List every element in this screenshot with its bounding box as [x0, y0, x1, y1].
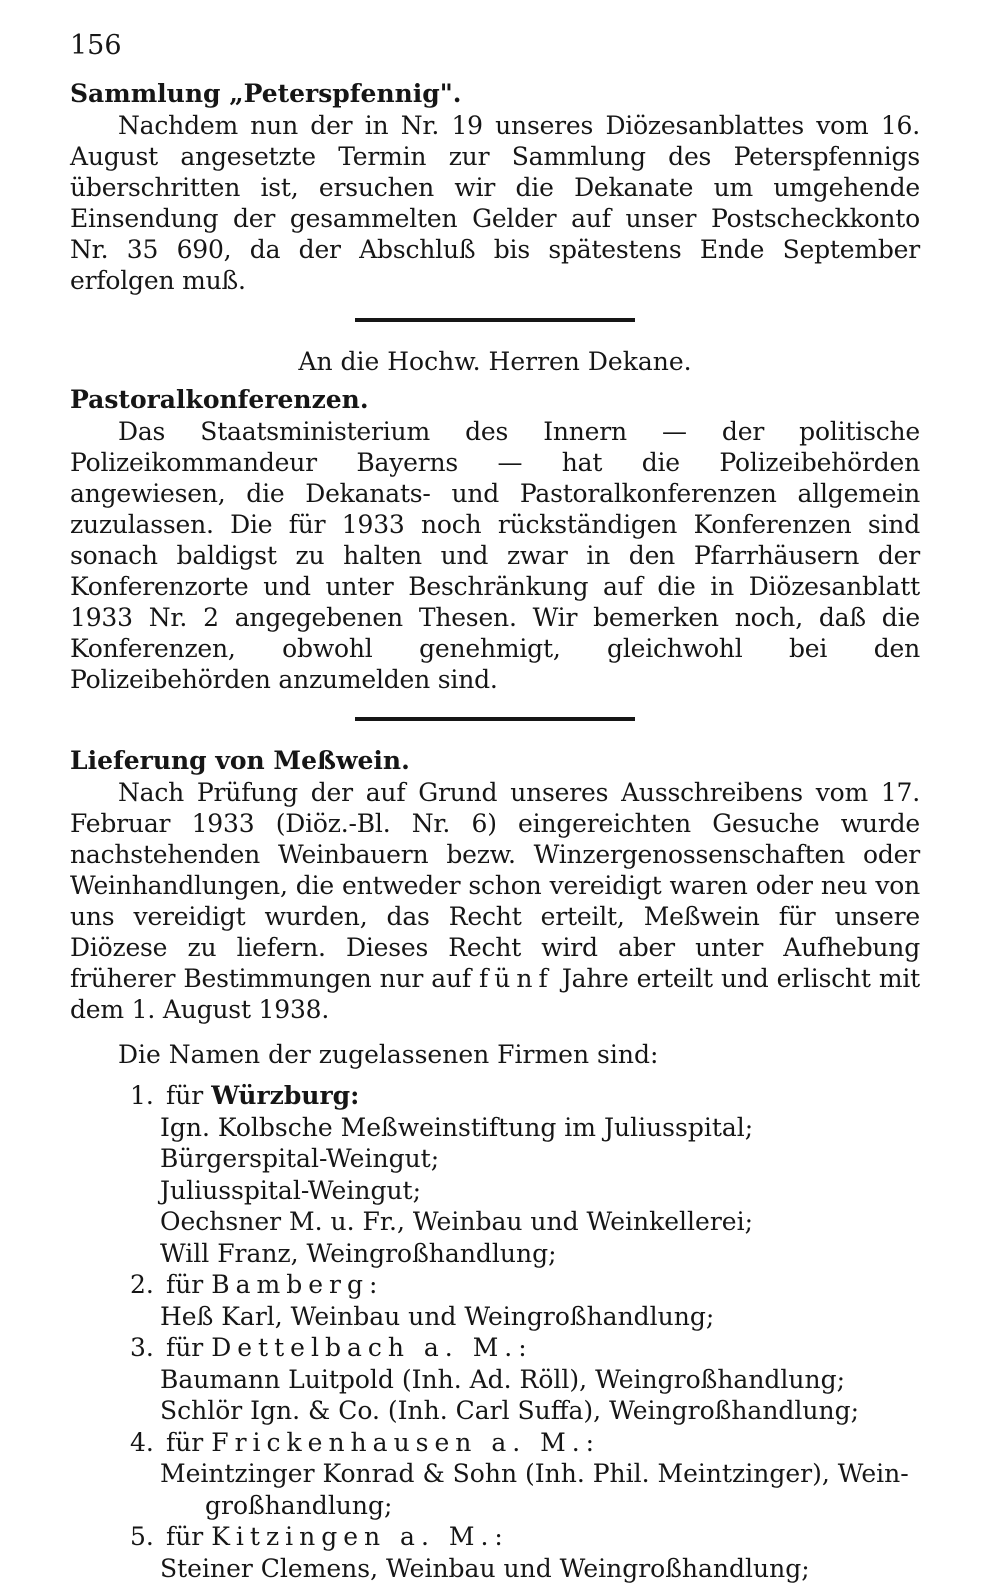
list-prefix: für — [166, 1428, 203, 1457]
paragraph-messwein-part1: Nach Prüfung der auf Grund unseres Ausschreibens vom 17. Februar 1933 (Diöz.-Bl. Nr. 6) eingereichten Gesuche wurde nachstehenden Weinbauern bezw. Winzergenossenschaften oder Weinhandlungen, die entweder schon vereidigt waren oder neu von uns vereidigt wurden, das Recht erteilt, Meßwein für unsere Diözese zu liefern. Dieses Recht wird aber unter Aufhebung früherer Bestimmungen nur auf — [70, 778, 920, 993]
firm-entry: Meintzinger Konrad & Sohn (Inh. Phil. Meintzinger), Wein- — [70, 1458, 920, 1490]
paragraph-peterspfennig: Nachdem nun der in Nr. 19 unseres Diözesanblattes vom 16. August angesetzte Termin zur Sammlung des Peterspfennigs überschritten ist, ersuchen wir die Dekanate um umgehende Einsendung der gesammelten Gelder auf unser Postscheckkonto Nr. 35 690, da der Abschluß bis spätestens Ende September erfolgen muß. — [70, 110, 920, 296]
list-prefix: für — [166, 1081, 203, 1110]
firms-intro: Die Namen der zugelassenen Firmen sind: — [118, 1039, 920, 1070]
document-page — [70, 28, 920, 1584]
addressee-line: An die Hochw. Herren Dekane. — [70, 346, 920, 378]
divider-rule-2 — [355, 717, 635, 721]
list-number: 5. — [130, 1521, 158, 1553]
city-name: Bamberg: — [211, 1270, 383, 1299]
list-item-heading — [70, 1427, 920, 1459]
list-item-dettelbach — [70, 1332, 920, 1427]
list-item-heading — [70, 1080, 920, 1112]
firm-entry: Baumann Luitpold (Inh. Ad. Röll), Weingroßhandlung; — [70, 1364, 920, 1396]
list-item-kitzingen — [70, 1521, 920, 1584]
firm-entry: Schlör Ign. & Co. (Inh. Carl Suffa), Weingroßhandlung; — [70, 1395, 920, 1427]
list-item-heading — [70, 1332, 920, 1364]
list-number: 4. — [130, 1427, 158, 1459]
list-prefix: für — [166, 1333, 203, 1362]
list-item-heading — [70, 1521, 920, 1553]
city-name: Kitzingen a. M.: — [211, 1522, 509, 1551]
city-name: Dettelbach a. M.: — [211, 1333, 532, 1362]
list-prefix: für — [166, 1270, 203, 1299]
firm-entry: Bürgerspital-Weingut; — [70, 1143, 920, 1175]
firm-entry: Will Franz, Weingroßhandlung; — [70, 1238, 920, 1270]
firm-entry: Ign. Kolbsche Meßweinstiftung im Juliusspital; — [70, 1112, 920, 1144]
section-pastoralkonferenzen — [70, 384, 920, 695]
firm-entry-continuation: großhandlung; — [70, 1490, 920, 1522]
list-item-wuerzburg — [70, 1080, 920, 1269]
paragraph-pastoralkonferenzen: Das Staatsministerium des Innern — der politische Polizeikommandeur Bayerns — hat die Polizeibehörden angewiesen, die Dekanats- und Pastoralkonferenzen allgemein zuzulassen. Die für 1933 noch rückständigen Konferenzen sind sonach baldigst zu halten und zwar in den Pfarrhäusern der Konferenzorte und unter Beschränkung auf die in Diözesanblatt 1933 Nr. 2 angegebenen Thesen. Wir bemerken noch, daß die Konferenzen, obwohl genehmigt, gleichwohl bei den Polizeibehörden anzumelden sind. — [70, 416, 920, 695]
paragraph-messwein-part2: Jahre erteilt und erlischt mit dem 1. August 1938. — [70, 964, 920, 1024]
section-heading-peterspfennig: Sammlung „Peterspfennig". — [70, 78, 920, 110]
city-name: Frickenhausen a. M.: — [211, 1428, 600, 1457]
paragraph-messwein — [70, 777, 920, 1025]
firm-entry: Heß Karl, Weinbau und Weingroßhandlung; — [70, 1301, 920, 1333]
list-item-bamberg — [70, 1269, 920, 1332]
list-number: 1. — [130, 1080, 158, 1112]
divider-rule-1 — [355, 318, 635, 322]
list-item-heading — [70, 1269, 920, 1301]
list-item-frickenhausen — [70, 1427, 920, 1522]
list-number: 2. — [130, 1269, 158, 1301]
page-number: 156 — [70, 28, 920, 64]
paragraph-messwein-emphasis: fünf — [479, 964, 554, 993]
firm-entry: Steiner Clemens, Weinbau und Weingroßhandlung; — [70, 1553, 920, 1584]
firm-entry: Oechsner M. u. Fr., Weinbau und Weinkellerei; — [70, 1206, 920, 1238]
firm-entry: Juliusspital-Weingut; — [70, 1175, 920, 1207]
section-heading-messwein: Lieferung von Meßwein. — [70, 745, 920, 777]
list-number: 3. — [130, 1332, 158, 1364]
section-messwein — [70, 745, 920, 1584]
list-prefix: für — [166, 1522, 203, 1551]
section-peterspfennig — [70, 78, 920, 296]
city-name: Würzburg: — [211, 1081, 359, 1110]
section-heading-pastoralkonferenzen: Pastoralkonferenzen. — [70, 384, 920, 416]
firms-list — [70, 1080, 920, 1584]
